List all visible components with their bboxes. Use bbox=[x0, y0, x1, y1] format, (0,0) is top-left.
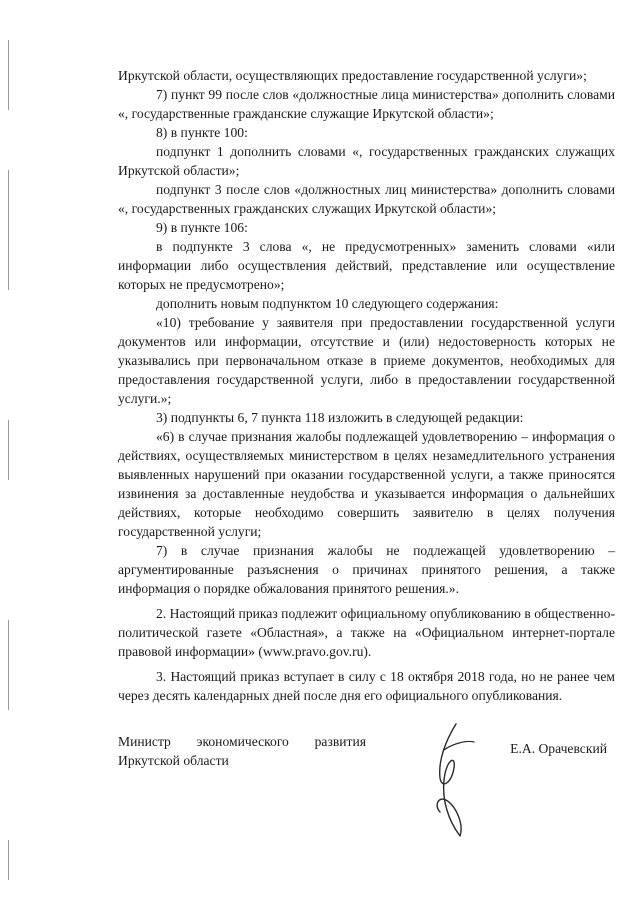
paragraph: 3) подпункты 6, 7 пункта 118 изложить в следующей редакции: bbox=[156, 410, 524, 425]
paragraph: 2. Настоящий приказ подлежит официальному опубликованию в общественно-политической газете «Областная», а также на «Официальном интернет-портале правовой информации» (www.pravo.gov.ru). bbox=[118, 606, 615, 659]
paragraph: дополнить новым подпунктом 10 следующего содержания: bbox=[156, 296, 499, 311]
handwritten-signature bbox=[416, 720, 480, 840]
paragraph: в подпункте 3 слова «, не предусмотренных» заменить словами «или информации либо осуществления действий, представление или осуществление которых не предусмотрено»; bbox=[118, 239, 615, 292]
document-body bbox=[118, 66, 615, 705]
paragraph: Иркутской области, осуществляющих предоставление государственной услуги»; bbox=[118, 68, 587, 83]
scan-margin-line bbox=[8, 840, 9, 880]
paragraph: 7) в случае признания жалобы не подлежащей удовлетворению – аргументированные разъяснения о причинах принятого решения, а также информация о порядке обжалования принятого решения.». bbox=[118, 543, 615, 596]
signature-block bbox=[118, 732, 615, 862]
paragraph: «10) требование у заявителя при предоставлении государственной услуги документов или информации, отсутствие и (или) недостоверность которых не указывались при первоначальном отказе в приеме документов, необходимых для предоставления государственной услуги, либо в предоставлении государственной услуги.»; bbox=[118, 315, 615, 406]
signatory-name: Е.А. Орачевский bbox=[510, 741, 607, 756]
paragraph: подпункт 1 дополнить словами «, государственных гражданских служащих Иркутской области»; bbox=[118, 144, 615, 178]
signatory-title bbox=[118, 732, 366, 770]
paragraph: 3. Настоящий приказ вступает в силу с 18 октября 2018 года, но не ранее чем через десять календарных дней после дня его официального опубликования. bbox=[118, 669, 615, 703]
paragraph: «6) в случае признания жалобы подлежащей удовлетворению – информация о действиях, осуществляемых министерством в целях незамедлительного устранения выявленных нарушений при оказании государственной услуги, а также приносятся извинения за доставленные неудобства и указывается информация о дальнейших действиях, которые необходимо совершить заявителю в целях получения государственной услуги; bbox=[118, 429, 615, 539]
paragraph: подпункт 3 после слов «должностных лиц министерства» дополнить словами «, государственных гражданских служащих Иркутской области»; bbox=[118, 182, 615, 216]
scan-margin-line bbox=[8, 620, 9, 710]
paragraph: 7) пункт 99 после слов «должностные лица министерства» дополнить словами «, государственные гражданские служащие Иркутской области»; bbox=[118, 87, 615, 121]
paragraph: 8) в пункте 100: bbox=[156, 125, 248, 140]
scan-margin-line bbox=[8, 420, 9, 480]
paragraph: 9) в пункте 106: bbox=[156, 220, 248, 235]
signatory-title-line: Иркутской области bbox=[118, 753, 229, 768]
scan-margin-line bbox=[8, 170, 9, 290]
scan-margin-line bbox=[8, 40, 9, 110]
signatory-title-line: Министр экономического развития bbox=[118, 734, 366, 749]
